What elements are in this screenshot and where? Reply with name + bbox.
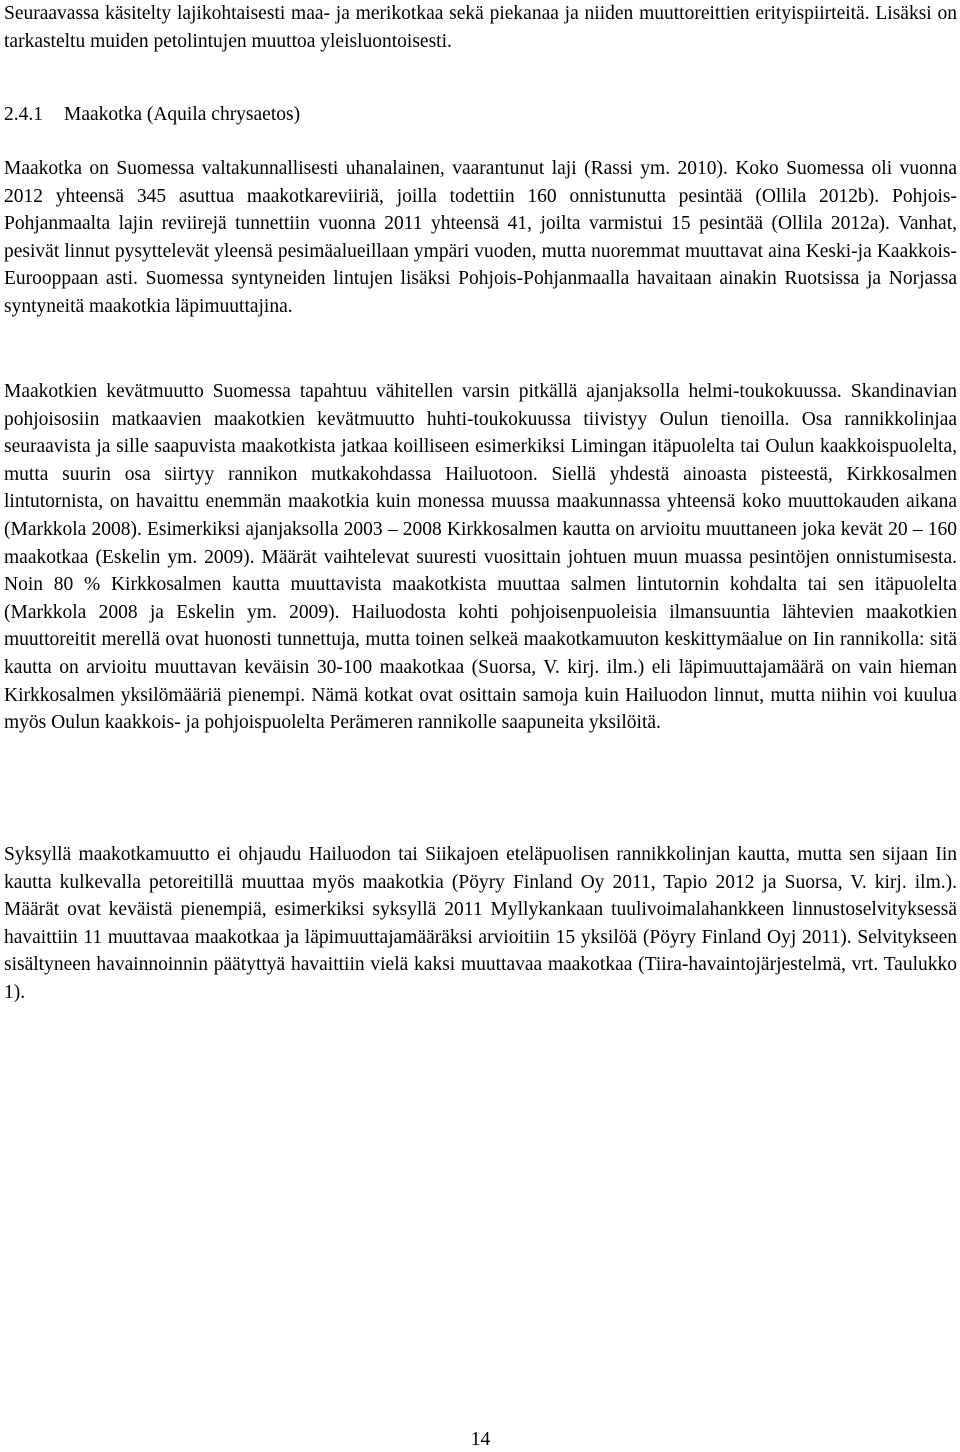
page-number: 14	[470, 1429, 491, 1450]
section-heading	[4, 101, 300, 128]
body-paragraph: Syksyllä maakotkamuutto ei ohjaudu Hailuodon tai Siikajoen eteläpuolisen rannikkolinjan kautta, mutta sen sijaan Iin kautta kulkevalla petoreitillä muuttaa myös maakotkia (Pöyry Finland Oy 2011, Tapio 2012 ja Suorsa, V. kirj. ilm.). Määrät ovat keväistä pienempiä, esimerkiksi syksyllä 2011 Myllykankaan tuulivoimalahankkeen linnustoselvityksessä havaittiin 11 muuttavaa maakotkaa ja läpimuuttajamääräksi arvioitiin 15 yksilöä (Pöyry Finland Oyj 2011). Selvitykseen sisältyneen havainnoinnin päätyttyä havaittiin vielä kaksi muuttavaa maakotkaa (Tiira-havaintojärjestelmä, vrt. Taulukko 1).	[4, 844, 957, 1003]
section-title: Maakotka (Aquila chrysaetos)	[64, 104, 301, 125]
body-paragraph: Maakotkien kevätmuutto Suomessa tapahtuu vähitellen varsin pitkällä ajanjaksolla helmi-toukokuussa. Skandinavian pohjoisosiin matkaavien maakotkien kevätmuutto huhti-toukokuussa tiivistyy Oulun tienoilla. Osa rannikkolinjaa seuraavista ja sille saapuvista maakotkista jatkaa koilliseen esimerkiksi Limingan itäpuolelta tai Oulun kaakkoispuolelta, mutta suurin osa siirtyy rannikon mutkakohdassa Hailuotoon. Siellä yhdestä ainoasta pisteestä, Kirkkosalmen lintutornista, on havaittu enemmän maakotkia kuin monessa muussa maakunnassa yhteensä koko muuttokauden aikana (Markkola 2008). Esimerkiksi ajanjaksolla 2003 – 2008 Kirkkosalmen kautta on arvioitu muuttaneen joka kevät 20 – 160 maakotkaa (Eskelin ym. 2009). Määrät vaihtelevat suuresti vuosittain johtuen muun muassa pesintöjen onnistumisesta. Noin 80 % Kirkkosalmen kautta muuttavista maakotkista muuttaa salmen lintutornin kohdalta tai sen itäpuolelta (Markkola 2008 ja Eskelin ym. 2009). Hailuodosta kohti pohjoisenpuoleisia ilmansuuntia lähtevien maakotkien muuttoreitit merellä ovat huonosti tunnettuja, mutta toinen selkeä maakotkamuuton keskittymäalue on Iin rannikolla: sitä kautta on arvioitu muuttavan keväisin 30-100 maakotkaa (Suorsa, V. kirj. ilm.) eli läpimuuttajamäärä on vain hieman Kirkkosalmen yksilömääriä pienempi. Nämä kotkat ovat osittain samoja kuin Hailuodon linnut, mutta niihin voi kuulua myös Oulun kaakkois- ja pohjoispuolelta Perämeren rannikolle saapuneita yksilöitä.	[4, 381, 957, 734]
section-number: 2.4.1	[4, 104, 43, 125]
intro-paragraph: Seuraavassa käsitelty lajikohtaisesti maa- ja merikotkaa sekä piekanaa ja niiden muuttoreittien erityispiirteitä. Lisäksi on tarkasteltu muiden petolintujen muuttoa yleisluontoisesti.	[4, 3, 957, 52]
body-paragraph: Maakotka on Suomessa valtakunnallisesti uhanalainen, vaarantunut laji (Rassi ym. 2010). Koko Suomessa oli vuonna 2012 yhteensä 345 asuttua maakotkareviiriä, joilla todettiin 160 onnistunutta pesintää (Ollila 2012b). Pohjois-Pohjanmaalta lajin reviirejä tunnettiin vuonna 2011 yhteensä 41, joilta varmistui 15 pesintää (Ollila 2012a). Vanhat, pesivät linnut pysyttelevät yleensä pesimäalueillaan ympäri vuoden, mutta nuoremmat muuttavat aina Keski-ja Kaakkois-Eurooppaan asti. Suomessa syntyneiden lintujen lisäksi Pohjois-Pohjanmaalla havaitaan ainakin Ruotsissa ja Norjassa syntyneitä maakotkia läpimuuttajina.	[4, 158, 957, 317]
